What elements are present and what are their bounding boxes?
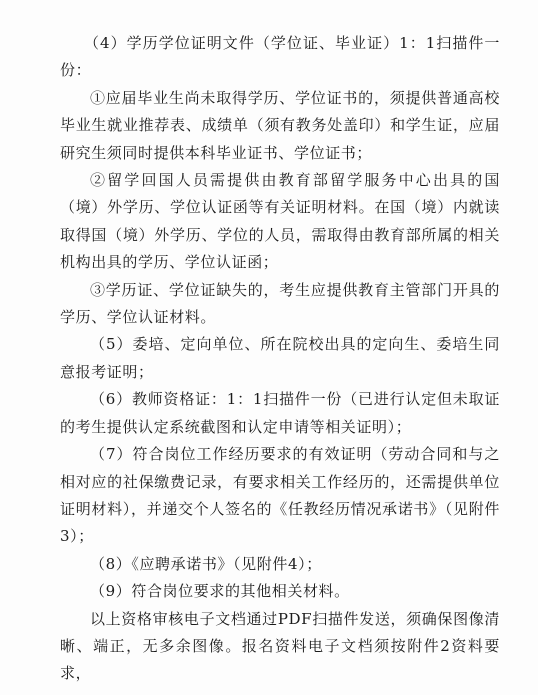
paragraph-summary: 以上资格审核电子文档通过PDF扫描件发送，须确保图像清晰、端正，无多余图像。报名资料电子文档须按附件2资料要求， [60,609,500,683]
paragraph-item-4-sub-2: ②留学回国人员需提供由教育部留学服务中心出具的国（境）外学历、学位认证函等有关证明材料。在国（境）内就读取得国（境）外学历、学位的人员，需取得由教育部所属的相关机构出具的学历、学位认证函； [60,171,500,272]
paragraph-item-4: （4）学历学位证明文件（学位证、毕业证）1：1扫描件一份： [60,34,500,80]
document-body [60,30,500,688]
paragraph-item-9: （9）符合岗位要求的其他相关材料。 [90,582,350,601]
paragraph-item-8: （8）《应聘承诺书》（见附件4）； [90,554,322,573]
paragraph-item-6: （6）教师资格证：1：1扫描件一份（已进行认定但未取证的考生提供认定系统截图和认定申请等相关证明）； [60,390,500,436]
paragraph-item-4-sub-1: ①应届毕业生尚未取得学历、学位证书的，须提供普通高校毕业生就业推荐表、成绩单（须有教务处盖印）和学生证，应届研究生须同时提供本科毕业证书、学位证书； [60,88,500,162]
paragraph-item-7: （7）符合岗位工作经历要求的有效证明（劳动合同和与之相对应的社保缴费记录，有要求相关工作经历的，还需提供单位证明材料），并递交个人签名的《任教经历情况承诺书》（见附件3）； [60,445,500,546]
paragraph-item-5: （5）委培、定向单位、所在院校出具的定向生、委培生同意报考证明； [60,335,500,381]
paragraph-item-4-sub-3: ③学历证、学位证缺失的，考生应提供教育主管部门开具的学历、学位认证材料。 [60,280,500,327]
